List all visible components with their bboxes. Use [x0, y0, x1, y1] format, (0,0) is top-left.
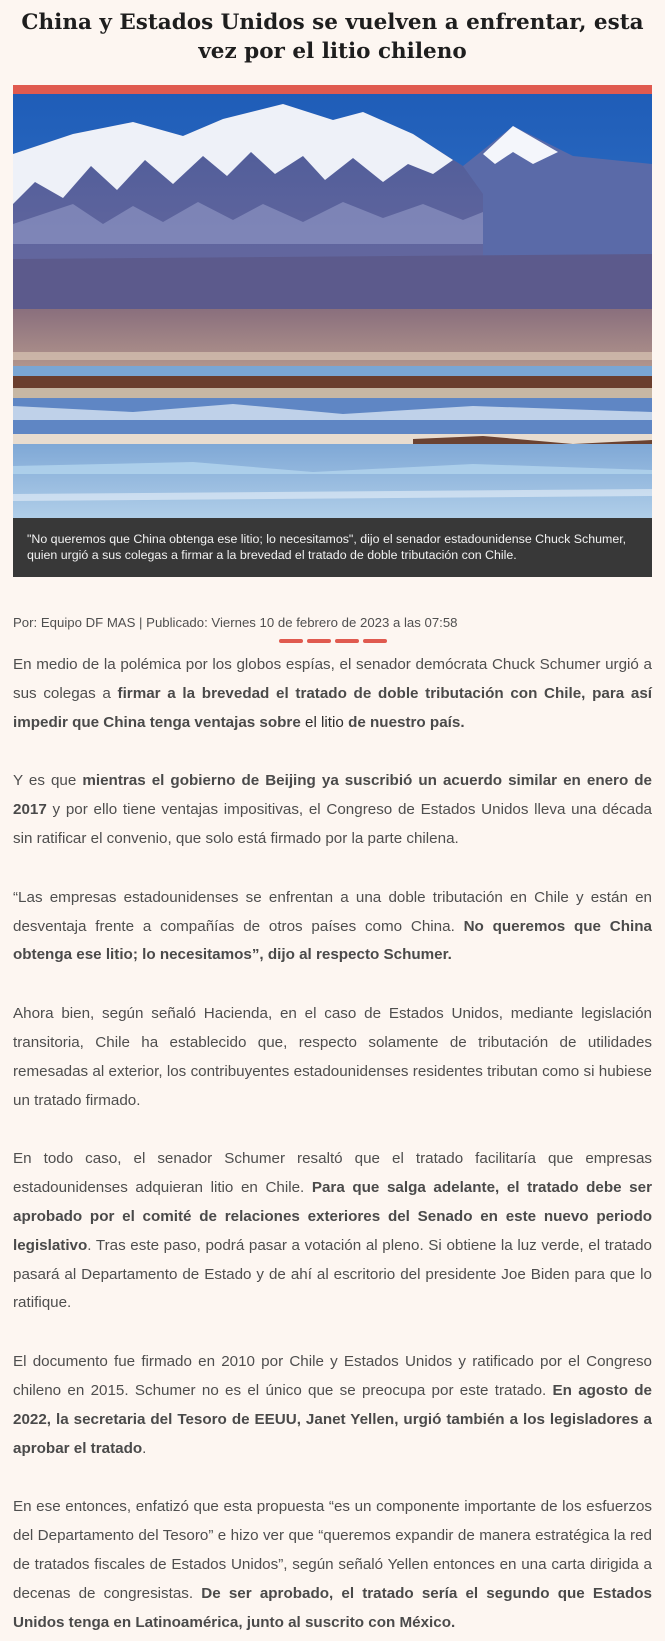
article-paragraph [13, 1000, 652, 1115]
salt-flat-mountain-illustration [13, 94, 652, 577]
text-run: En todo caso, el senador Schumer resaltó que el tratado facilitaría que empresas estadounidenses adquieran litio en Chile. [13, 1150, 652, 1197]
hero-image [13, 85, 652, 577]
bold-text-run: mientras el gobierno de Beijing ya suscribió un acuerdo similar en enero de 2017 [13, 772, 652, 819]
text-run: En medio de la polémica por los globos espías, el senador demócrata Chuck Schumer urgió a sus colegas a [13, 656, 652, 702]
byline: Por: Equipo DF MAS | Publicado: Viernes 10 de febrero de 2023 a las 07:58 [13, 615, 458, 630]
divider-dash [363, 639, 387, 643]
bold-text-run: En agosto de 2022, la secretaria del Tesoro de EEUU, Janet Yellen, urgió también a los legisladores a aprobar el tratado [13, 1381, 652, 1457]
article-body [13, 651, 652, 1637]
image-caption: "No queremos que China obtenga ese litio; lo necesitamos", dijo el senador estadounidense Chuck Schumer, quien urgió a sus colegas a firmar a la brevedad el tratado de doble tributación con Chile. [13, 518, 652, 577]
article-paragraph [13, 1145, 652, 1318]
divider-dash [279, 639, 303, 643]
article-paragraph [13, 1493, 652, 1637]
article-title: China y Estados Unidos se vuelven a enfrentar, esta vez por el litio chileno [21, 10, 644, 64]
text-run: El documento fue firmado en 2010 por Chile y Estados Unidos y ratificado por el Congreso chileno en 2015. Schumer no es el único que se preocupa por este tratado. [13, 1353, 652, 1399]
article-paragraph [13, 884, 652, 970]
text-run: . [142, 1439, 147, 1457]
bold-text-run: firmar a la brevedad el tratado de doble tributación con Chile, para así impedir que China tenga ventajas sobre [13, 684, 652, 731]
bold-text-run: de nuestro país. [348, 713, 465, 731]
article-paragraph [13, 1348, 652, 1463]
bold-text-run: De ser aprobado, el tratado sería el segundo que Estados Unidos tenga en Latinoamérica, junto al suscrito con México. [13, 1584, 652, 1631]
bold-text-run: Para que salga adelante, el tratado debe ser aprobado por el comité de relaciones exteriores del Senado en este nuevo periodo legislativo [13, 1179, 652, 1254]
text-run: Y es que [13, 772, 83, 790]
article-page [0, 6, 665, 1637]
bold-text-run: No queremos que China obtenga ese litio; lo necesitamos”, dijo al respecto Schumer. [13, 917, 652, 964]
section-divider [13, 639, 652, 643]
text-run: “Las empresas estadounidenses se enfrentan a una doble tributación en Chile y están en desventaja frente a compañías de otros países como China. [13, 888, 652, 935]
divider-dash [335, 639, 359, 643]
article-paragraph [13, 767, 652, 853]
article-paragraph [13, 651, 652, 737]
text-run: . Tras este paso, podrá pasar a votación al pleno. Si obtiene la luz verde, el tratado pasará al Departamento de Estado y de ahí al escritorio del presidente Joe Biden para que lo ratifique. [13, 1236, 652, 1312]
text-run: Ahora bien, según señaló Hacienda, en el caso de Estados Unidos, mediante legislación transitoria, Chile ha establecido que, respecto solamente de tributación de utilidades remesadas al exterior, los contribuyentes estadounidenses residentes tributan como si hubiese un tratado firmado. [13, 1005, 652, 1109]
text-run: y por ello tiene ventajas impositivas, el Congreso de Estados Unidos lleva una década sin ratificar el convenio, que solo está firmado por la parte chilena. [13, 801, 652, 847]
text-run: En ese entonces, enfatizó que esta propuesta “es un componente importante de los esfuerzos del Departamento del Tesoro” e hizo ver que “queremos expandir de manera estratégica la red de tratados fiscales de Estados Unidos”, según señaló Yellen entonces en una carta dirigida a decenas de congresistas. [13, 1498, 652, 1602]
divider-dash [307, 639, 331, 643]
text-run: el litio [300, 713, 349, 731]
